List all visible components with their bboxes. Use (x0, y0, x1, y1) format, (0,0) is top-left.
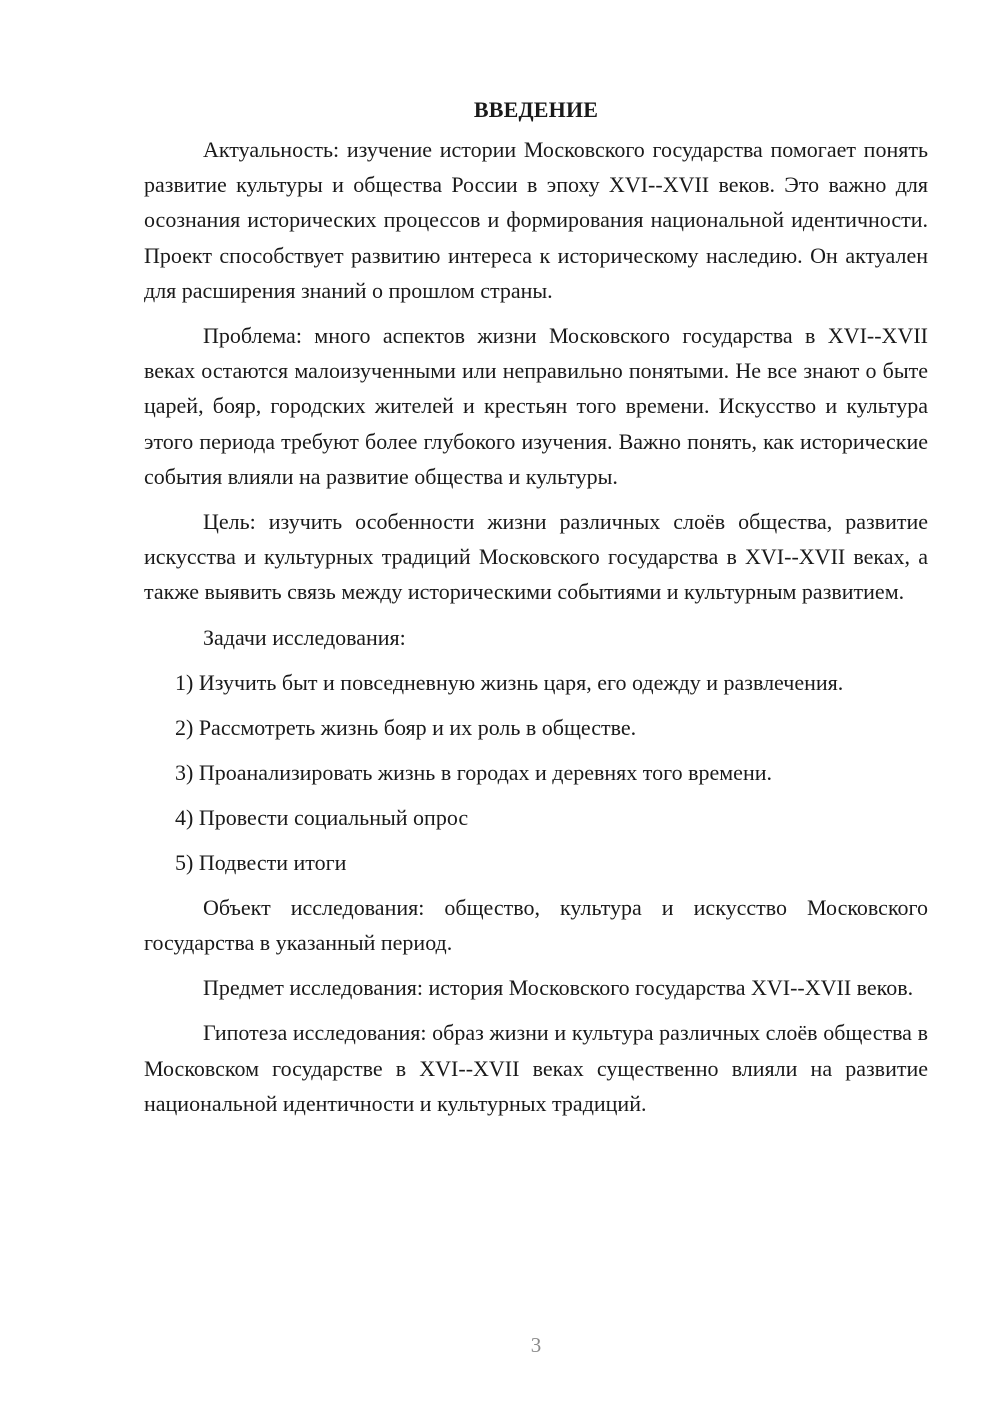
page-number: 3 (530, 1333, 542, 1357)
document-page (144, 92, 928, 1131)
list-item: 1) Изучить быт и повседневную жизнь царя, его одежду и развлечения. (175, 669, 844, 695)
paragraph-goal: Цель: изучить особенности жизни различных слоёв общества, развитие искусства и культурных традиций Московского государства в XVI--XVII веках, а также выявить связь между историческими событиями и культурным развитием. (144, 509, 928, 605)
tasks-heading: Задачи исследования: (203, 624, 406, 650)
paragraph-object: Объект исследования: общество, культура и искусство Московского государства в указанный период. (144, 894, 928, 956)
list-item: 3) Проанализировать жизнь в городах и деревнях того времени. (175, 759, 772, 785)
list-item: 4) Провести социальный опрос (175, 804, 469, 830)
paragraph-problem: Проблема: много аспектов жизни Московского государства в XVI--XVII веках остаются малоизученными или неправильно понятыми. Не все знают о быте царей, бояр, городских жителей и крестьян того времени. Искусство и культура этого периода требуют более глубокого изучения. Важно понять, как исторические события влияли на развитие общества и культуры. (144, 323, 928, 489)
paragraph-subject: Предмет исследования: история Московского государства XVI--XVII веков. (203, 975, 914, 1001)
tasks-list (144, 665, 928, 880)
list-item: 2) Рассмотреть жизнь бояр и их роль в обществе. (175, 714, 637, 740)
paragraph-relevance: Актуальность: изучение истории Московского государства помогает понять развитие культуры и общества России в эпоху XVI--XVII веков. Это важно для осознания исторических процессов и формирования национальной идентичности. Проект способствует развитию интереса к историческому наследию. Он актуален для расширения знаний о прошлом страны. (144, 137, 928, 303)
list-item: 5) Подвести итоги (175, 849, 347, 875)
paragraph-hypothesis: Гипотеза исследования: образ жизни и культура различных слоёв общества в Московском государстве в XVI--XVII веках существенно влияли на развитие национальной идентичности и культурных традиций. (144, 1020, 928, 1116)
section-title: ВВЕДЕНИЕ (473, 97, 599, 122)
